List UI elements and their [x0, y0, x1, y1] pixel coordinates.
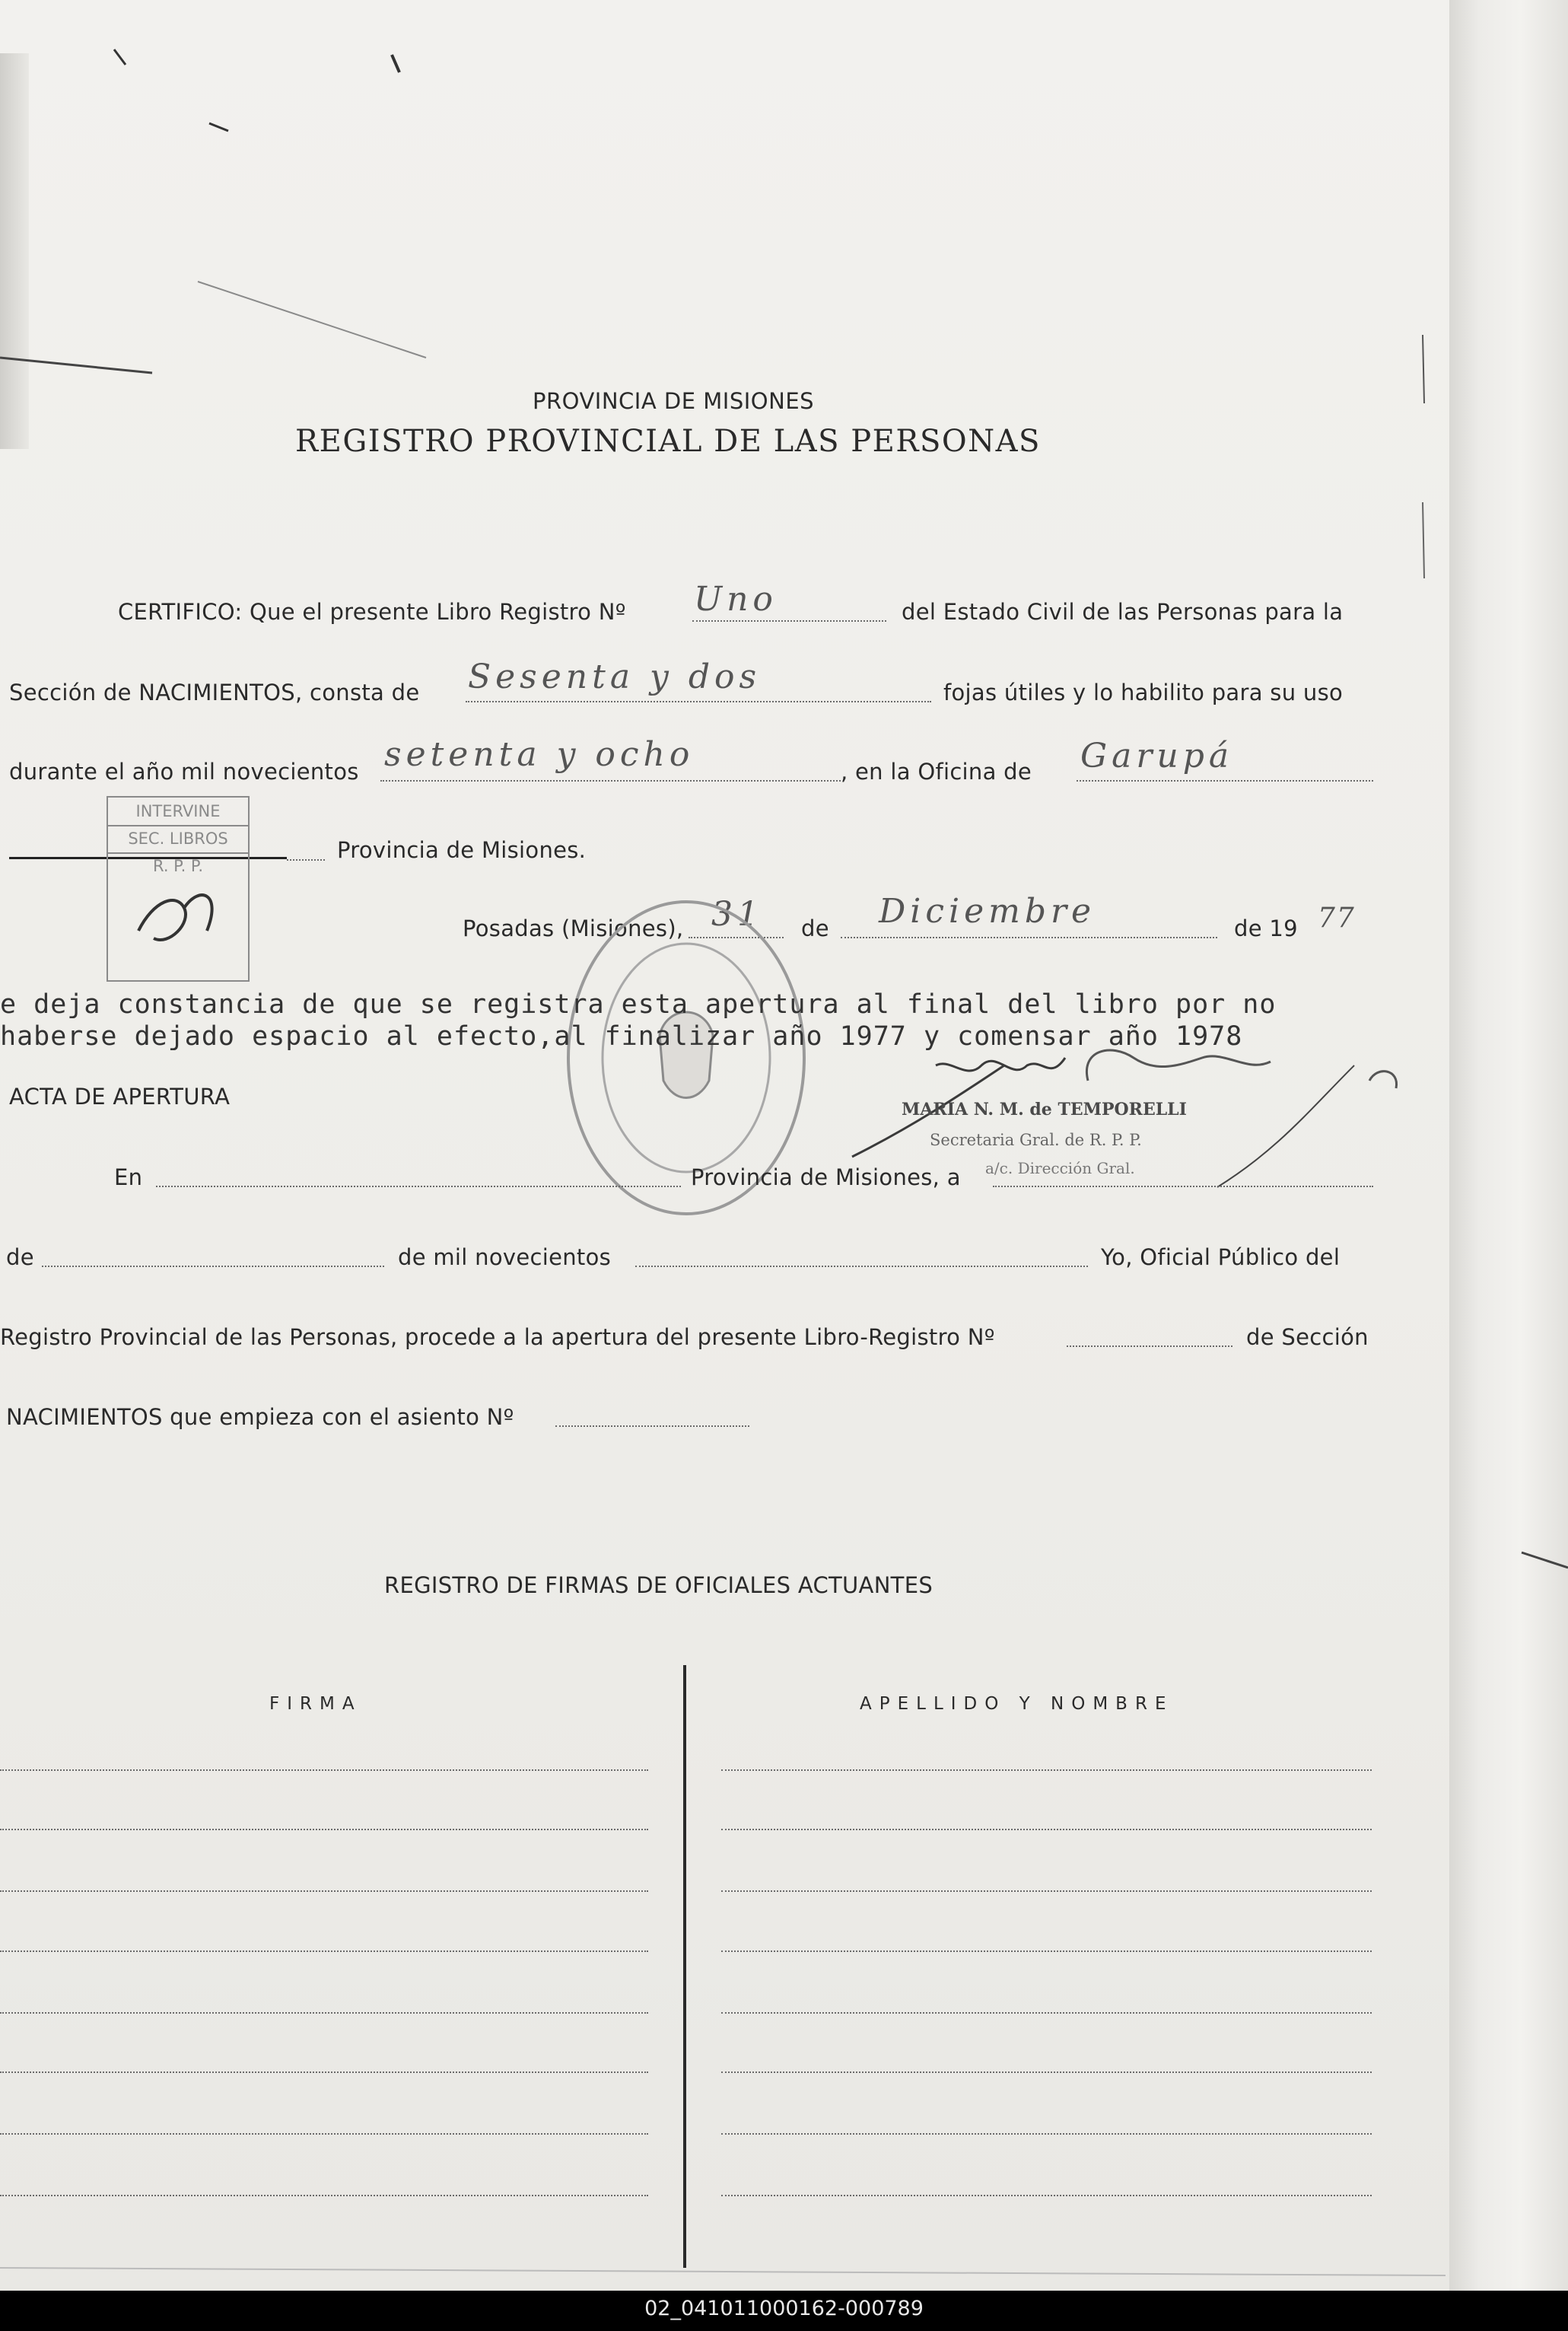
stamp-initial-scribble: [108, 877, 248, 980]
acta-line3-prefix: Registro Provincial de las Personas, procede a la apertura del presente Libro-Registro Nº: [0, 1324, 995, 1350]
signatures-column-divider: [683, 1665, 686, 2268]
acta-line2-mid: de mil novecientos: [398, 1244, 612, 1270]
acta-line2-suffix: Yo, Oficial Público del: [1101, 1244, 1341, 1270]
acta-line3-suffix: de Sección: [1246, 1324, 1369, 1350]
acta-line1-prefix: En: [114, 1164, 143, 1190]
acta-month-blank: [42, 1266, 384, 1267]
firma-row: [0, 2195, 648, 2196]
year-suffix-handwritten: 77: [1318, 903, 1356, 934]
signature-name-stamp: MARIA N. M. de TEMPORELLI: [902, 1100, 1187, 1119]
acta-title: ACTA DE APERTURA: [9, 1084, 231, 1110]
firma-row: [0, 2071, 648, 2073]
signatures-col-nombre: APELLIDO Y NOMBRE: [860, 1694, 1174, 1714]
day-handwritten: 31: [711, 895, 763, 934]
certificate-line2-suffix: fojas útiles y lo habilito para su uso: [943, 680, 1344, 705]
acta-line4: NACIMIENTOS que empieza con el asiento Nº: [6, 1404, 514, 1430]
nombre-row: [721, 1829, 1372, 1830]
folios-blank: [466, 701, 931, 702]
month-handwritten: Diciembre: [879, 892, 1096, 931]
office-blank: [1077, 780, 1373, 782]
date-de: de: [801, 916, 829, 941]
certificate-line3-mid: , en la Oficina de: [841, 759, 1032, 785]
office-handwritten: Garupá: [1080, 737, 1234, 775]
certificate-line3-prefix: durante el año mil novecientos: [9, 759, 359, 785]
nombre-row: [721, 1769, 1372, 1771]
firma-row: [0, 1769, 648, 1771]
nombre-row: [721, 2133, 1372, 2135]
acta-place-blank: [156, 1186, 681, 1187]
certificate-line4: Provincia de Misiones.: [337, 837, 587, 863]
date-year-prefix: de 19: [1234, 916, 1298, 941]
stamp-line-3: R. P. P.: [152, 857, 203, 875]
nombre-row: [721, 2012, 1372, 2014]
certificate-line1-suffix: del Estado Civil de las Personas para la: [902, 599, 1344, 625]
registry-heading: REGISTRO PROVINCIAL DE LAS PERSONAS: [295, 424, 1041, 459]
firma-row: [0, 1890, 648, 1892]
signature-sub-stamp: a/c. Dirección Gral.: [985, 1159, 1135, 1177]
province-blank: [287, 859, 325, 861]
nombre-row: [721, 2071, 1372, 2073]
date-place: Posadas (Misiones),: [463, 916, 684, 941]
folios-handwritten: Sesenta y dos: [468, 658, 762, 696]
firma-row: [0, 2133, 648, 2135]
stamp-divider: [108, 852, 248, 854]
book-number-handwritten: Uno: [694, 580, 778, 619]
acta-line1-mid: Provincia de Misiones, a: [691, 1164, 961, 1190]
stamp-line-2: SEC. LIBROS: [128, 830, 228, 848]
stamp-line-1: INTERVINE: [135, 802, 221, 820]
acta-book-blank: [1067, 1345, 1232, 1347]
intervine-stamp: [107, 796, 250, 982]
certificate-line2-prefix: Sección de NACIMIENTOS, consta de: [9, 680, 420, 705]
nombre-row: [721, 1950, 1372, 1952]
year-words-blank: [380, 780, 841, 782]
acta-line2-prefix: de: [6, 1244, 34, 1270]
acta-day-blank: [993, 1186, 1373, 1187]
image-code: 02_041011000162-000789: [644, 2297, 924, 2320]
firma-row: [0, 2012, 648, 2014]
signatures-col-firma: FIRMA: [269, 1694, 362, 1714]
certificate-line1-prefix: CERTIFICO: Que el presente Libro Registro Nº: [118, 599, 626, 625]
year-words-handwritten: setenta y ocho: [384, 735, 695, 774]
signatures-title: REGISTRO DE FIRMAS DE OFICIALES ACTUANTES: [384, 1572, 933, 1598]
firma-row: [0, 1950, 648, 1952]
month-blank: [841, 937, 1217, 938]
firma-row: [0, 1829, 648, 1830]
acta-year-blank: [635, 1266, 1088, 1267]
typed-note-line1: e deja constancia de que se registra esta apertura al final del libro por no: [0, 989, 1277, 1020]
typed-note-line2: haberse dejado espacio al efecto,al finalizar año 1977 y comensar año 1978: [0, 1021, 1243, 1052]
acta-entry-blank: [555, 1425, 749, 1427]
stamp-divider: [108, 825, 248, 826]
nombre-row: [721, 2195, 1372, 2196]
nombre-row: [721, 1890, 1372, 1892]
book-number-blank: [692, 620, 886, 622]
province-heading: PROVINCIA DE MISIONES: [533, 388, 815, 414]
signature-title-stamp: Secretaria Gral. de R. P. P.: [930, 1131, 1142, 1149]
